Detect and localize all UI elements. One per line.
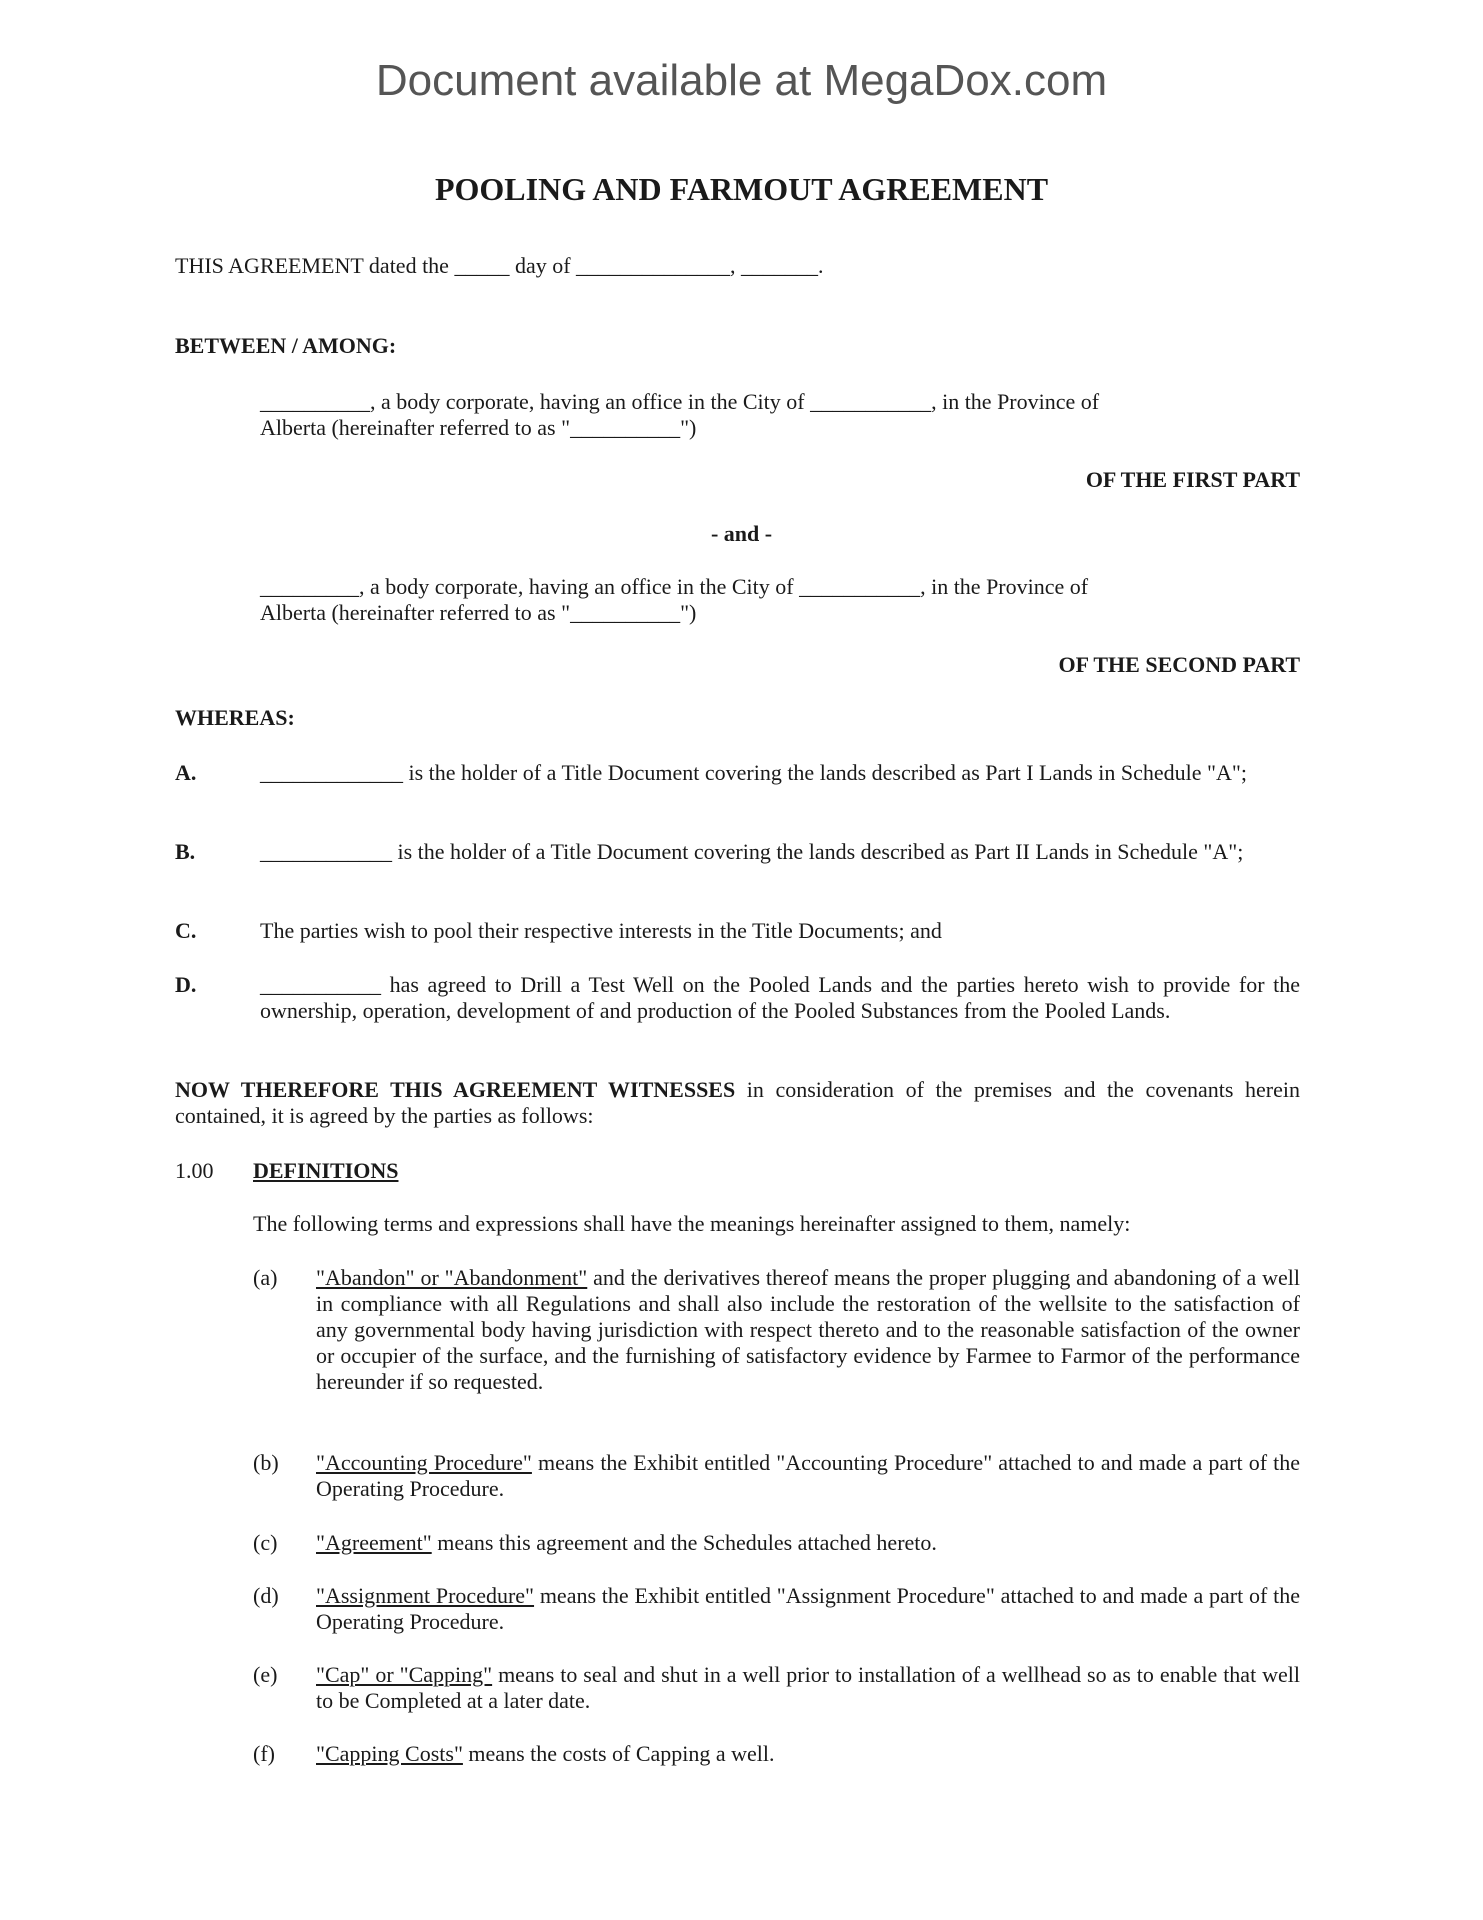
- definition-term: "Cap" or "Capping": [316, 1662, 493, 1687]
- definitions-intro: The following terms and expressions shall have the meanings hereinafter assigned to them, namely:: [253, 1211, 1131, 1236]
- witnesses-bold: NOW THEREFORE THIS AGREEMENT WITNESSES: [175, 1077, 736, 1102]
- definition-term: "Agreement": [316, 1530, 432, 1555]
- whereas-heading: WHEREAS:: [175, 705, 295, 730]
- party1-description: [260, 389, 1300, 441]
- section-heading: DEFINITIONS: [253, 1158, 399, 1183]
- recital-label: B.: [175, 839, 196, 864]
- definition-label: (f): [253, 1741, 275, 1766]
- watermark-banner: Document available at MegaDox.com: [375, 56, 1108, 105]
- definition-body: and the derivatives thereof means the proper plugging and abandoning of a well in compliance with all Regulations and shall also include the restoration of the wellsite to the satisfaction of any governmental body having jurisdiction with respect thereto and to the reasonable satisfaction of the owner or occupier of the surface, and the furnishing of satisfactory evidence by Farmee to Farmor of the performance hereunder if so requested.: [316, 1265, 1300, 1394]
- definition-text: [316, 1530, 1300, 1556]
- party2-line1: _________, a body corporate, having an office in the City of ___________, in the Province of: [260, 574, 1089, 599]
- definition-body: means the costs of Capping a well.: [462, 1741, 775, 1766]
- definition-text: [316, 1265, 1300, 1395]
- definition-text: [316, 1741, 1300, 1767]
- definition-label: (e): [253, 1662, 278, 1687]
- party2-description: [260, 574, 1300, 626]
- definition-term: "Assignment Procedure": [316, 1583, 535, 1608]
- dated-line: THIS AGREEMENT dated the _____ day of ______________, _______.: [175, 253, 824, 278]
- definition-term: "Abandon" or "Abandonment": [316, 1265, 588, 1290]
- definition-text: [316, 1450, 1300, 1502]
- definition-term: "Accounting Procedure": [316, 1450, 532, 1475]
- recital-label: D.: [175, 972, 197, 997]
- recital-label: C.: [175, 918, 197, 943]
- definition-body: means the Exhibit entitled "Assignment Procedure" attached to and made a part of the Operating Procedure.: [316, 1583, 1301, 1634]
- definition-label: (a): [253, 1265, 278, 1290]
- and-separator: - and -: [710, 521, 773, 546]
- definition-text: [316, 1583, 1300, 1635]
- witnesses-paragraph: [175, 1077, 1300, 1129]
- definition-term: "Capping Costs": [316, 1741, 463, 1766]
- recital-text: ____________ is the holder of a Title Document covering the lands described as Part II Lands in Schedule "A";: [260, 839, 1244, 864]
- definition-text: [316, 1662, 1300, 1714]
- definition-label: (b): [253, 1450, 279, 1475]
- witnesses-rest: in consideration of the premises and the covenants herein contained, it is agreed by the parties as follows:: [175, 1077, 1300, 1128]
- party2-line2: Alberta (hereinafter referred to as "__________"): [260, 600, 697, 625]
- definition-label: (d): [253, 1583, 279, 1608]
- section-number: 1.00: [175, 1158, 214, 1183]
- party1-line2: Alberta (hereinafter referred to as "__________"): [260, 415, 697, 440]
- party1-line1: __________, a body corporate, having an office in the City of ___________, in the Province of: [260, 389, 1100, 414]
- first-part-label: OF THE FIRST PART: [1085, 467, 1300, 492]
- recital-text: The parties wish to pool their respective interests in the Title Documents; and: [260, 918, 942, 943]
- definition-body: means the Exhibit entitled "Accounting Procedure" attached to and made a part of the Operating Procedure.: [316, 1450, 1300, 1501]
- recital-label: A.: [175, 760, 197, 785]
- definition-body: means this agreement and the Schedules attached hereto.: [431, 1530, 937, 1555]
- definition-label: (c): [253, 1530, 278, 1555]
- definition-body: means to seal and shut in a well prior to installation of a wellhead so as to enable that well to be Completed at a later date.: [316, 1662, 1300, 1713]
- recital-text: _____________ is the holder of a Title Document covering the lands described as Part I Lands in Schedule "A";: [260, 760, 1248, 785]
- recital-text: ___________ has agreed to Drill a Test Well on the Pooled Lands and the parties hereto wish to provide for the ownership, operation, development of and production of the Pooled Substances from the Pooled Lands.: [260, 972, 1300, 1023]
- second-part-label: OF THE SECOND PART: [1058, 652, 1300, 677]
- document-title: POOLING AND FARMOUT AGREEMENT: [434, 171, 1049, 207]
- between-heading: BETWEEN / AMONG:: [175, 333, 397, 358]
